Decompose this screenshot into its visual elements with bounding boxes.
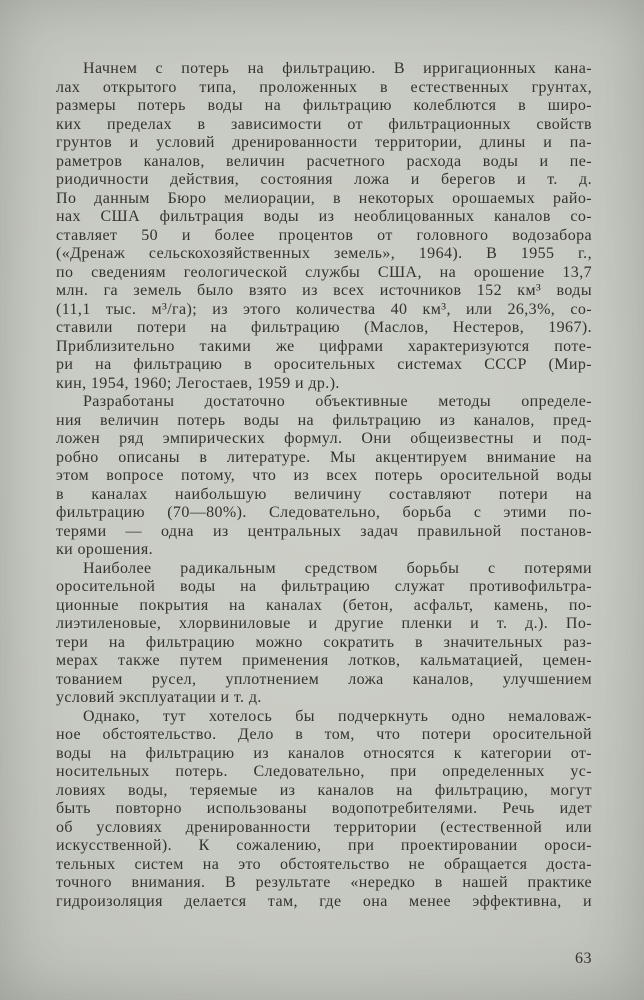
text-line: ких пределах в зависимости от фильтрационных свойств xyxy=(56,115,592,133)
text-line: гидроизоляция делается там, где она менее эффективна, и xyxy=(56,892,592,910)
text-line: размеры потерь воды на фильтрацию колеблются в широ- xyxy=(56,97,592,114)
page-number: 63 xyxy=(575,950,592,967)
text-line: ционные покрытия на каналах (бетон, асфальт, камень, по- xyxy=(56,596,592,614)
text-line: нах США фильтрация воды из необлицованных каналов со- xyxy=(56,208,592,225)
text-line: ри на фильтрацию в оросительных системах СССР (Мир- xyxy=(56,356,592,373)
text-line: лиэтиленовые, хлорвиниловые и другие пленки и т. д.). По- xyxy=(56,615,592,632)
text-line: Наиболее радикальным средством борьбы с потерями xyxy=(83,559,592,577)
text-line: робно описаны в литературе. Мы акцентируем внимание на xyxy=(56,448,592,466)
text-line: («Дренаж сельскохозяйственных земель», 1964). В 1955 г., xyxy=(56,245,592,262)
text-line: тельных систем на это обстоятельство не обращается доста- xyxy=(56,855,592,873)
text-line: оросительной воды на фильтрацию служат противофильтра- xyxy=(56,578,592,595)
text-line: фильтрацию (70—80%). Следовательно, борьба с этими по- xyxy=(56,504,592,521)
text-block xyxy=(56,60,592,911)
text-line: ния величин потерь воды на фильтрацию из каналов, пред- xyxy=(56,411,592,429)
text-line: Начнем с потерь на фильтрацию. В ирригационных кана- xyxy=(83,60,592,77)
text-line: ставили потери на фильтрацию (Маслов, Нестеров, 1967). xyxy=(56,319,592,336)
text-line: быть повторно использованы водопотребителями. Речь идет xyxy=(56,800,592,817)
text-line: лах открытого типа, проложенных в естественных грунтах, xyxy=(56,78,592,96)
text-line: риодичности действия, состояния ложа и берегов и т. д. xyxy=(56,171,592,188)
paragraph xyxy=(56,393,592,560)
text-line: Приблизительно такими же цифрами характеризуются поте- xyxy=(56,337,592,355)
paragraph xyxy=(56,708,592,912)
text-line: искусственной). К сожалению, при проектировании ороси- xyxy=(56,837,592,854)
text-line: Разработаны достаточно объективные методы определе- xyxy=(83,393,592,410)
text-line: ставляет 50 и более процентов от головного водозабора xyxy=(56,226,592,244)
paragraph xyxy=(56,560,592,708)
text-line: воды на фильтрацию из каналов относятся к категории от- xyxy=(56,744,592,762)
text-line: Однако, тут хотелось бы подчеркнуть одно немаловаж- xyxy=(83,707,592,725)
paragraph xyxy=(56,60,592,393)
text-line: носительных потерь. Следовательно, при определенных ус- xyxy=(56,763,592,780)
text-line: об условиях дренированности территории (естественной или xyxy=(56,818,592,836)
text-line: млн. га земель было взято из всех источников 152 км³ воды xyxy=(56,282,592,299)
text-line: по сведениям геологической службы США, на орошение 13,7 xyxy=(56,263,592,281)
text-line: условий эксплуатации и т. д. xyxy=(56,689,262,706)
text-line: тованием русел, уплотнением ложа каналов, улучшением xyxy=(56,670,592,688)
text-line: ложен ряд эмпирических формул. Они общеизвестны и под- xyxy=(56,430,592,447)
text-line: ное обстоятельство. Дело в том, что потери оросительной xyxy=(56,726,592,743)
text-line: грунтов и условий дренированности территории, длины и па- xyxy=(56,134,592,151)
text-line: ки орошения. xyxy=(56,541,154,558)
text-line: терями — одна из центральных задач правильной постанов- xyxy=(56,522,592,540)
text-line: в каналах наибольшую величину составляют потери на xyxy=(56,485,592,503)
text-line: точного внимания. В результате «нередко в нашей практике xyxy=(56,874,592,891)
text-line: ловиях воды, теряемые из каналов на фильтрацию, могут xyxy=(56,781,592,799)
text-line: кин, 1954, 1960; Легостаев, 1959 и др.). xyxy=(56,374,340,392)
text-line: По данным Бюро мелиорации, в некоторых орошаемых райо- xyxy=(56,189,592,207)
text-line: (11,1 тыс. м³/га); из этого количества 40 км³, или 26,3%, со- xyxy=(56,300,592,318)
text-line: мерах также путем применения лотков, кальматацией, цемен- xyxy=(56,652,592,669)
text-line: этом вопросе потому, что из всех потерь оросительной воды xyxy=(56,467,592,484)
text-line: раметров каналов, величин расчетного расхода воды и пе- xyxy=(56,152,592,170)
text-line: тери на фильтрацию можно сократить в значительных раз- xyxy=(56,633,592,651)
